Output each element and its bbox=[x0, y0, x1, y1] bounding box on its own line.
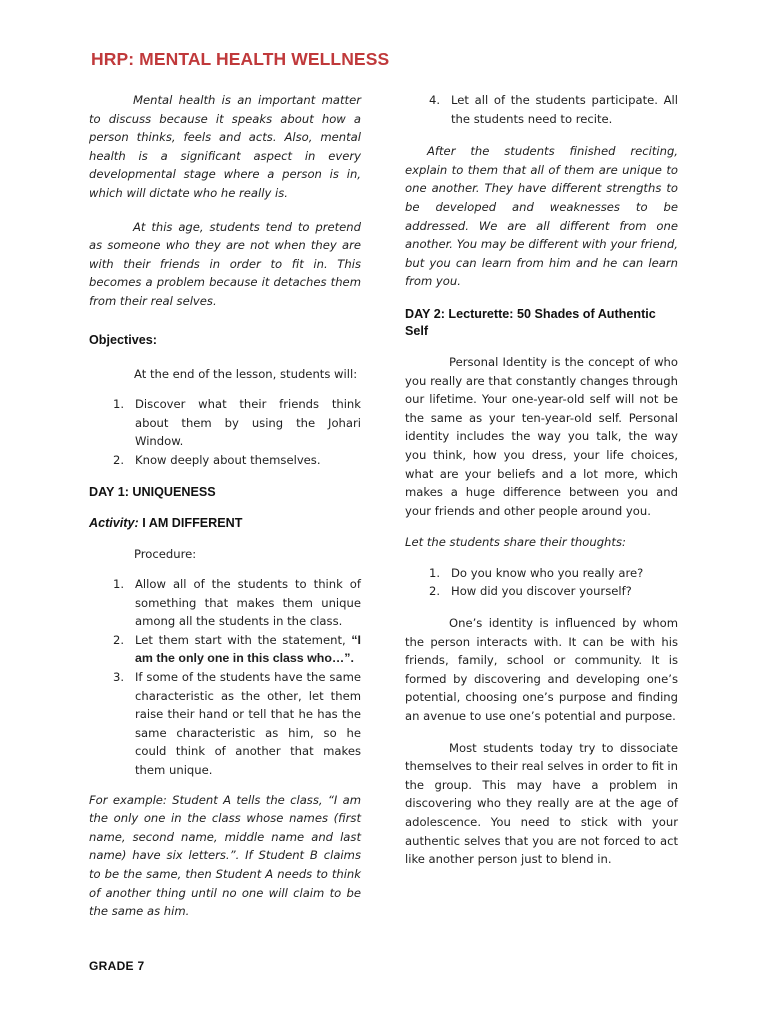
intro-paragraph-1: Mental health is an important matter to discuss because it speaks about how a person thinks, feels and acts. Also, mental health is a significant aspect in every developmental stage where a person is in, which will dictate who he really is. bbox=[89, 93, 361, 200]
objectives-list bbox=[89, 395, 361, 469]
left-column bbox=[89, 91, 361, 921]
list-item: 1. Allow all of the students to think of something that makes them unique among all the students in the class. bbox=[113, 577, 361, 629]
statement-quote: “I am the only one in this class who…”. bbox=[135, 632, 361, 666]
list-item: 2. How did you discover yourself? bbox=[429, 584, 632, 599]
list-item: 3. If some of the students have the same characteristic as the other, let them raise their hand or tell that he has the same characteristic as him, so he could think of another that makes them unique. bbox=[113, 670, 361, 778]
objectives-lead: At the end of the lesson, students will: bbox=[134, 366, 358, 381]
procedure-list-continued bbox=[405, 91, 678, 128]
identity-paragraph: Personal Identity is the concept of who you really are that constantly changes through our lifetime. Your one-year-old self will not be the same as your ten-year-old self. Personal identity includes the way you talk, the way you think, how you dress, your life choices, what are your beliefs and a lot more, which makes a huge difference between you and your friends and other people around you. bbox=[405, 354, 678, 518]
page-title: HRP: MENTAL HEALTH WELLNESS bbox=[91, 49, 390, 69]
day1-heading: DAY 1: UNIQUENESS bbox=[89, 484, 216, 499]
list-item: 4. Let all of the students participate. All the students need to recite. bbox=[429, 93, 678, 126]
page-footer: GRADE 7 bbox=[89, 959, 145, 973]
list-item: 1. Discover what their friends think about them by using the Johari Window. bbox=[113, 397, 361, 449]
questions-list bbox=[405, 564, 678, 601]
day2-heading: DAY 2: Lecturette: 50 Shades of Authentic Self bbox=[405, 306, 656, 338]
dissociate-paragraph: Most students today try to dissociate themselves to their real selves in order to fit in the group. This may have a problem in discovering who they really are at the age of adolescence. You need to stick with your authentic selves that you are not forced to act like another person just to blend in. bbox=[405, 740, 678, 867]
procedure-label: Procedure: bbox=[134, 546, 197, 561]
example-paragraph: For example: Student A tells the class, “I am the only one in the class whose names (first name, second name, middle name and last name) have six letters.”. If Student B claims to be the same, then Student A needs to think of another thing until no one will claim to be the same as him. bbox=[89, 792, 361, 919]
intro-paragraph-2: At this age, students tend to pretend as someone who they are not when they are with their friends in order to fit in. This becomes a problem because it detaches them from their real selves. bbox=[89, 219, 361, 308]
list-item: 1. Do you know who you really are? bbox=[429, 565, 644, 580]
procedure-list bbox=[89, 575, 361, 780]
after-reciting-paragraph: After the students finished reciting, explain to them that all of them are unique to one another. They have different strengths to be developed and weaknesses to be addressed. We are all different from one another. You may be different with your friend, but you can learn from him and he can learn from you. bbox=[405, 144, 678, 289]
objectives-heading: Objectives: bbox=[89, 332, 157, 347]
influence-paragraph: One’s identity is influenced by whom the person interacts with. It can be with his friends, family, school or community. It is formed by discovering and developing one’s potential, choosing one’s purpose and finding an avenue to use one’s potential and purpose. bbox=[405, 616, 678, 724]
right-column bbox=[405, 91, 678, 869]
list-item: 2. Know deeply about themselves. bbox=[113, 452, 321, 467]
share-prompt: Let the students share their thoughts: bbox=[405, 535, 626, 550]
list-item: 2. Let them start with the statement, “I am the only one in this class who…”. bbox=[113, 632, 361, 666]
activity-heading: Activity: I AM DIFFERENT bbox=[89, 515, 243, 530]
